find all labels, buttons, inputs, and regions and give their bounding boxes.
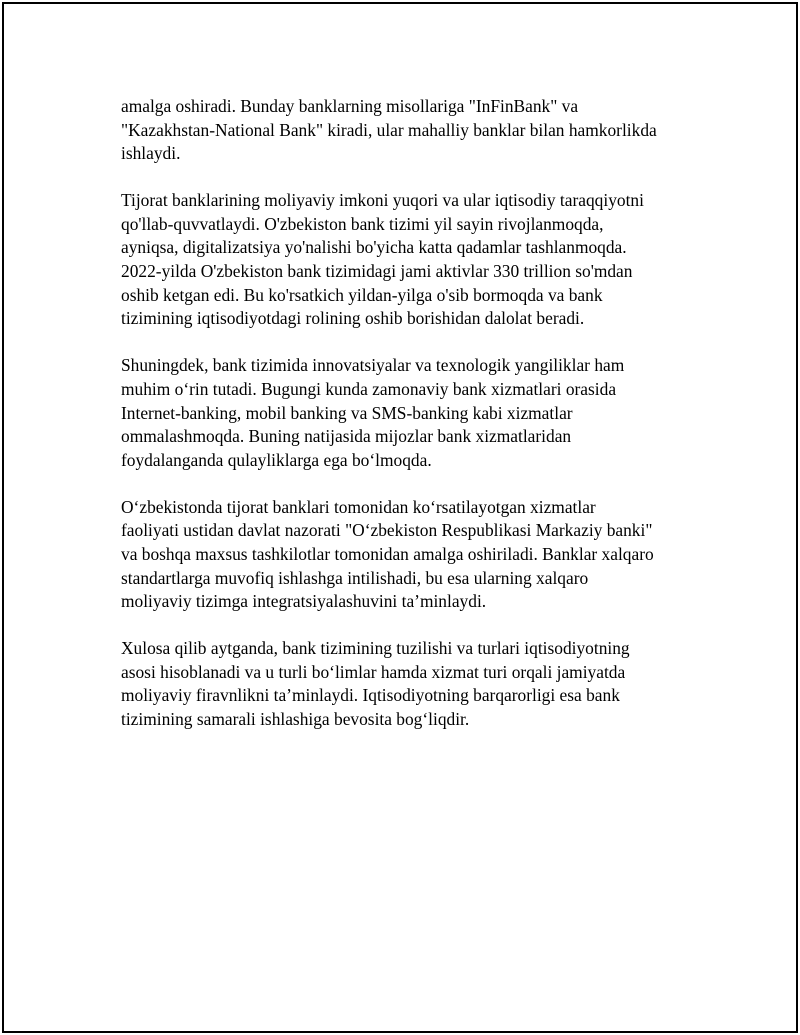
text-line: ayniqsa, digitalizatsiya yo'nalishi bo'yicha katta qadamlar tashlanmoqda. [121,237,627,258]
text-line: 2022-yilda O'zbekiston bank tizimidagi jami aktivlar 330 trillion so'mdan [121,261,633,282]
text-line: muhim o‘rin tutadi. Bugungi kunda zamonaviy bank xizmatlari orasida [121,378,617,399]
text-line: oshib ketgan edi. Bu ko'rsatkich yildan-yilga o'sib bormoqda va bank [121,284,603,305]
paragraph-4 [121,496,711,614]
text-line: ishlaydi. [121,143,181,164]
body-text [121,95,711,755]
text-line: moliyaviy tizimga integratsiyalashuvini ta’minlaydi. [121,591,487,612]
text-line: moliyaviy firavnlikni ta’minlaydi. Iqtisodiyotning barqarorligi esa bank [121,685,620,706]
paragraph-1 [121,95,711,166]
text-line: O‘zbekistonda tijorat banklari tomonidan ko‘rsatilayotgan xizmatlar [121,496,596,517]
text-line: foydalanganda qulayliklarga ega bo‘lmoqda. [121,449,432,470]
text-line: qo'llab-quvvatlaydi. O'zbekiston bank tizimi yil sayin rivojlanmoqda, [121,213,604,234]
text-line: Tijorat banklarining moliyaviy imkoni yuqori va ular iqtisodiy taraqqiyotni [121,190,644,211]
paragraph-3 [121,354,711,472]
text-line: asosi hisoblanadi va u turli bo‘limlar hamda xizmat turi orqali jamiyatda [121,661,626,682]
text-line: amalga oshiradi. Bunday banklarning misollariga "InFinBank" va [121,96,579,116]
text-line: faoliyati ustidan davlat nazorati "O‘zbekiston Respublikasi Markaziy banki" [121,520,653,541]
document-page [2,2,798,1033]
text-line: Xulosa qilib aytganda, bank tizimining tuzilishi va turlari iqtisodiyotning [121,638,630,659]
text-line: Internet-banking, mobil banking va SMS-banking kabi xizmatlar [121,402,573,423]
text-line: tizimining iqtisodiyotdagi rolining oshib borishidan dalolat beradi. [121,308,585,329]
paragraph-5 [121,637,711,731]
text-line: standartlarga muvofiq ishlashga intilishadi, bu esa ularning xalqaro [121,567,589,588]
text-line: tizimining samarali ishlashiga bevosita bog‘liqdir. [121,709,470,730]
text-line: "Kazakhstan-National Bank" kiradi, ular mahalliy banklar bilan hamkorlikda [121,119,657,140]
paragraph-2 [121,189,711,331]
text-line: va boshqa maxsus tashkilotlar tomonidan amalga oshiriladi. Banklar xalqaro [121,544,654,564]
text-line: Shuningdek, bank tizimida innovatsiyalar va texnologik yangiliklar ham [121,355,625,376]
text-line: ommalashmoqda. Buning natijasida mijozlar bank xizmatlaridan [121,426,572,447]
